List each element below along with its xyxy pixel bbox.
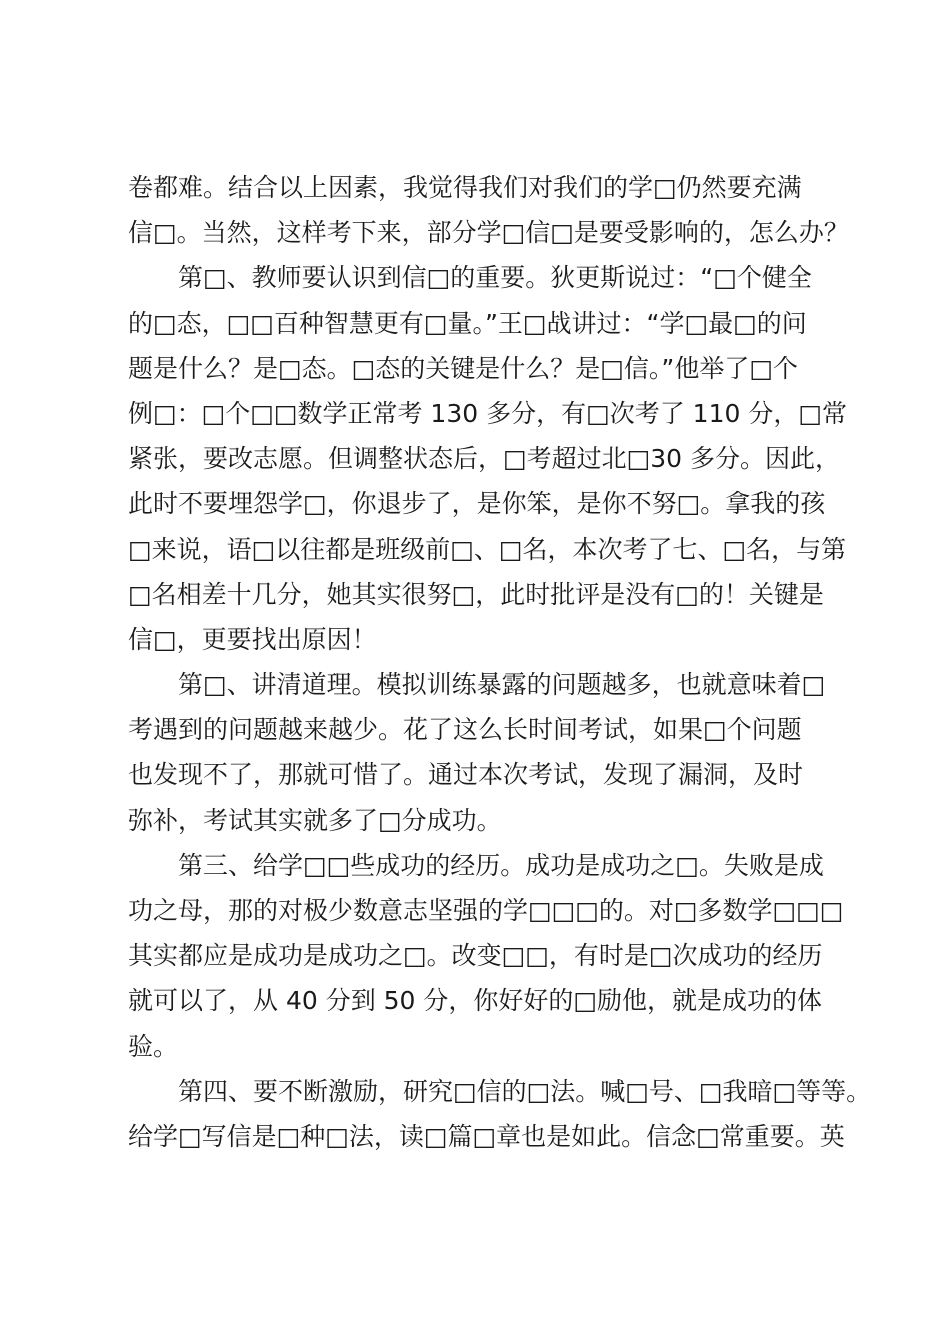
text-line: 的□态，□□百种智慧更有□量。”王□战讲过：“学□最□的问 (128, 308, 807, 338)
text-line: 功之母，那的对极少数意志坚强的学□□□的。对□多数学□□□ (128, 896, 844, 925)
text-line: 其实都应是成功是成功之□。改变□□，有时是□次成功的经历 (128, 941, 823, 971)
text-line: 卷都难。结合以上因素，我觉得我们对我们的学□仍然要充满 (128, 173, 802, 202)
text-line: 给学□写信是□种□法，读□篇□章也是如此。信念□常重要。英 (128, 1121, 845, 1151)
text-line: □名相差十几分，她其实很努□，此时批评是没有□的！关键是 (128, 579, 824, 609)
text-line: 考遇到的问题越来越少。花了这么长时间考试，如果□个问题 (128, 715, 802, 745)
text-line: 此时不要埋怨学□，你退步了，是你笨，是你不努□。拿我的孩 (128, 489, 826, 519)
text-line: 题是什么？是□态。□态的关键是什么？是□信。”他举了□个 (128, 353, 798, 383)
text-line: 信□。当然，这样考下来，部分学□信□是要受影响的，怎么办？ (128, 218, 849, 248)
text-line: 信□，更要找出原因！ (128, 624, 377, 654)
body-text (128, 165, 872, 1159)
text-line: 紧张，要改志愿。但调整状态后，□考超过北□30 多分。因此， (128, 444, 841, 474)
text-line: 第□、教师要认识到信□的重要。狄更斯说过：“□个健全 (178, 263, 812, 293)
text-line: 第□、讲清道理。模拟训练暴露的问题越多，也就意味着□ (178, 670, 826, 700)
text-line: 就可以了，从 40 分到 50 分，你好好的□励他，就是成功的体 (128, 986, 823, 1016)
text-line: 也发现不了，那就可惜了。通过本次考试，发现了漏洞，及时 (128, 760, 804, 790)
text-line: 第三、给学□□些成功的经历。成功是成功之□。失败是成 (178, 850, 824, 880)
text-line: 验。 (128, 1031, 179, 1061)
text-line: 例□：□个□□数学正常考 130 多分，有□次考了 110 分，□常 (128, 398, 847, 428)
text-line: □来说，语□以往都是班级前□、□名，本次考了七、□名，与第 (128, 534, 847, 564)
text-line: 第四、要不断激励，研究□信的□法。喊□号、□我暗□等等。 (178, 1076, 872, 1106)
text-line: 弥补，考试其实就多了□分成功。 (128, 805, 502, 835)
